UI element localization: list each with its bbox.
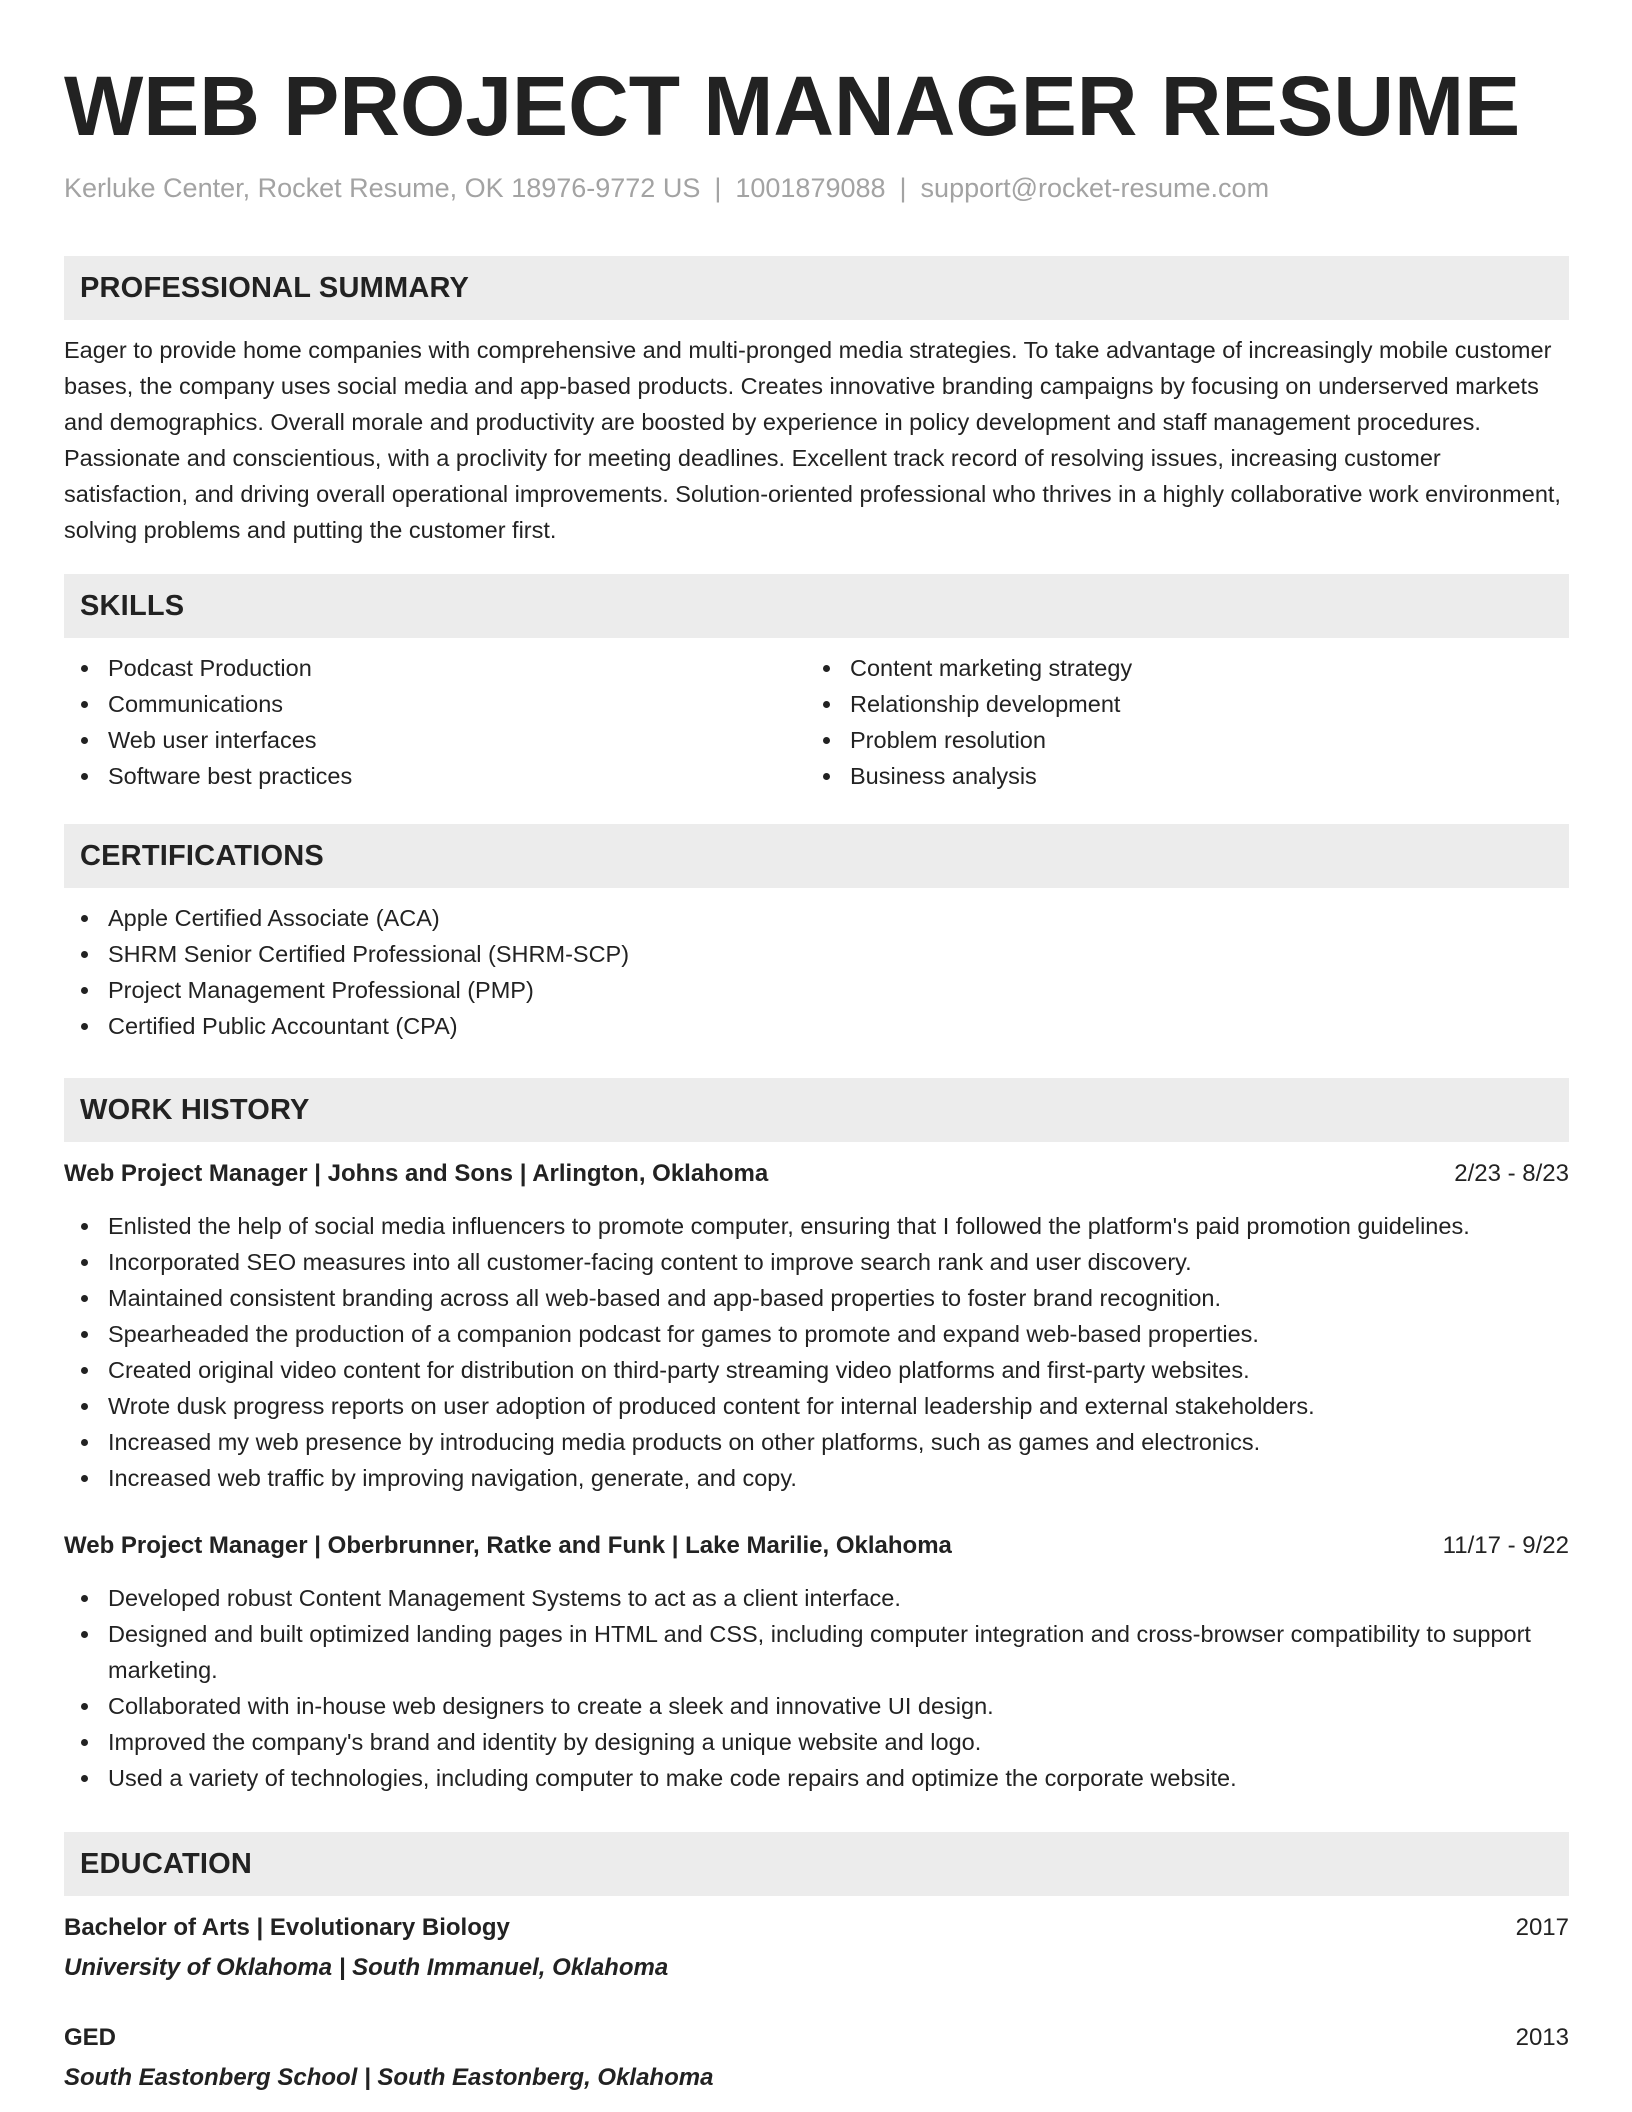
job-title: Web Project Manager | Johns and Sons | Arlington, Oklahoma [64, 1160, 769, 1187]
job-entry [64, 1156, 1569, 1496]
job-bullets [64, 1208, 1569, 1496]
job-bullet: Spearheaded the production of a companion podcast for games to promote and expand web-based properties. [64, 1316, 1569, 1352]
certification-item: Project Management Professional (PMP) [64, 972, 1569, 1008]
certification-item: SHRM Senior Certified Professional (SHRM-SCP) [64, 936, 1569, 972]
section-header-work-history: WORK HISTORY [64, 1078, 1569, 1142]
education-entry [64, 1910, 1569, 1986]
resume-page [64, 0, 1569, 2096]
contact-separator: | [899, 173, 907, 203]
education-year: 2013 [1515, 2024, 1569, 2051]
job-bullet: Increased web traffic by improving navigation, generate, and copy. [64, 1460, 1569, 1496]
skill-item: Web user interfaces [64, 722, 806, 758]
job-bullet: Collaborated with in-house web designers to create a sleek and innovative UI design. [64, 1688, 1569, 1724]
job-bullet: Maintained consistent branding across all web-based and app-based properties to foster brand recognition. [64, 1280, 1569, 1316]
job-bullet: Enlisted the help of social media influencers to promote computer, ensuring that I followed the platform's paid promotion guidelines. [64, 1208, 1569, 1244]
education-school: University of Oklahoma | South Immanuel, Oklahoma [64, 1954, 669, 1981]
skill-item: Problem resolution [806, 722, 1548, 758]
skill-item: Relationship development [806, 686, 1548, 722]
job-dates: 2/23 - 8/23 [1454, 1160, 1569, 1187]
job-bullet: Used a variety of technologies, including computer to make code repairs and optimize the corporate website. [64, 1760, 1569, 1796]
skill-item: Business analysis [806, 758, 1548, 794]
job-bullets [64, 1580, 1569, 1796]
contact-phone: 1001879088 [735, 173, 886, 203]
skill-item: Content marketing strategy [806, 650, 1548, 686]
job-bullet: Improved the company's brand and identity by designing a unique website and logo. [64, 1724, 1569, 1760]
job-heading-row [64, 1156, 1569, 1192]
section-header-certifications: CERTIFICATIONS [64, 824, 1569, 888]
contact-address: Kerluke Center, Rocket Resume, OK 18976-9772 US [64, 173, 701, 203]
skill-item: Podcast Production [64, 650, 806, 686]
education-school: South Eastonberg School | South Eastonberg, Oklahoma [64, 2064, 714, 2091]
skill-item: Communications [64, 686, 806, 722]
certifications-list [64, 900, 1569, 1044]
skills-list [64, 650, 1569, 794]
certification-item: Certified Public Accountant (CPA) [64, 1008, 1569, 1044]
contact-email[interactable]: support@rocket-resume.com [920, 173, 1270, 203]
certification-item: Apple Certified Associate (ACA) [64, 900, 1569, 936]
education-heading-row [64, 1910, 1569, 1946]
job-bullet: Incorporated SEO measures into all customer-facing content to improve search rank and user discovery. [64, 1244, 1569, 1280]
education-degree: Bachelor of Arts | Evolutionary Biology [64, 1914, 510, 1941]
job-entry [64, 1528, 1569, 1796]
education-entry [64, 2020, 1569, 2096]
section-header-skills: SKILLS [64, 574, 1569, 638]
job-title: Web Project Manager | Oberbrunner, Ratke and Funk | Lake Marilie, Oklahoma [64, 1532, 952, 1559]
skill-item: Software best practices [64, 758, 806, 794]
job-bullet: Increased my web presence by introducing media products on other platforms, such as games and electronics. [64, 1424, 1569, 1460]
education-heading-row [64, 2020, 1569, 2056]
resume-title: WEB PROJECT MANAGER RESUME [64, 59, 1521, 153]
job-bullet: Designed and built optimized landing pages in HTML and CSS, including computer integration and cross-browser compatibility to support marketing. [64, 1616, 1569, 1688]
education-degree: GED [64, 2024, 117, 2051]
contact-line [64, 170, 1569, 206]
section-header-summary: PROFESSIONAL SUMMARY [64, 256, 1569, 320]
skills-column-right [806, 650, 1548, 794]
skills-column-left [64, 650, 806, 794]
job-bullet: Wrote dusk progress reports on user adoption of produced content for internal leadership and external stakeholders. [64, 1388, 1569, 1424]
summary-text: Eager to provide home companies with comprehensive and multi-pronged media strategies. To take advantage of increasingly mobile customer bases, the company uses social media and app-based products. Creates innovative branding campaigns by focusing on underserved markets and demographics. Overall morale and productivity are boosted by experience in policy development and staff management procedures. Passionate and conscientious, with a proclivity for meeting deadlines. Excellent track record of resolving issues, increasing customer satisfaction, and driving overall operational improvements. Solution-oriented professional who thrives in a highly collaborative work environment, solving problems and putting the customer first. [64, 337, 1561, 543]
contact-separator: | [714, 173, 722, 203]
job-bullet: Created original video content for distribution on third-party streaming video platforms and first-party websites. [64, 1352, 1569, 1388]
job-heading-row [64, 1528, 1569, 1564]
job-bullet: Developed robust Content Management Systems to act as a client interface. [64, 1580, 1569, 1616]
job-dates: 11/17 - 9/22 [1442, 1532, 1569, 1559]
education-year: 2017 [1515, 1914, 1569, 1941]
section-header-education: EDUCATION [64, 1832, 1569, 1896]
